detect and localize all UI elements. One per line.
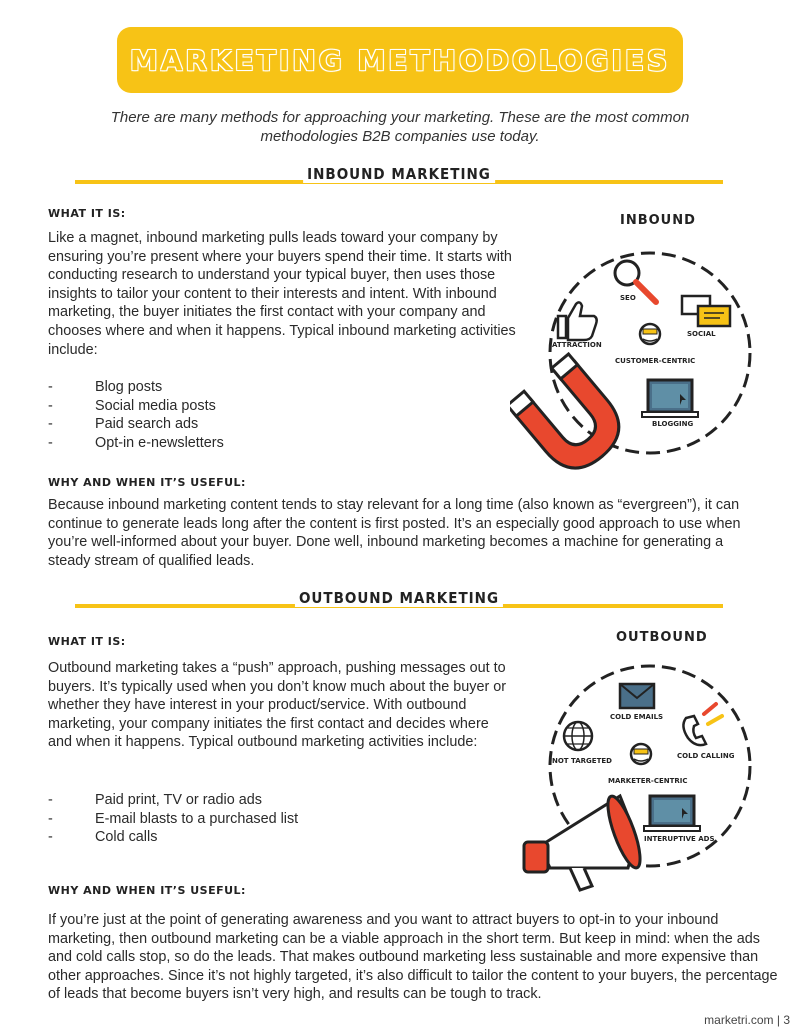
list-item: - Paid print, TV or radio ads <box>48 792 262 808</box>
blogging-label: BLOGGING <box>652 420 694 428</box>
interruptive-ads-label: INTERUPTIVE ADS <box>644 835 715 843</box>
list-item: - Opt-in e-newsletters <box>48 434 224 451</box>
social-label: SOCIAL <box>687 330 716 338</box>
attraction-label: ATTRACTION <box>552 341 602 349</box>
thumbs-up-icon <box>558 302 597 340</box>
list-item: - Cold calls <box>48 829 158 846</box>
list-item: - Social media posts <box>48 397 216 414</box>
outbound-why-text: If you’re just at the point of generating awareness and you want to attract buyers to opt-in to your inbound marketing, then outbound marketing can be a viable approach in the short term. But keep in mind: when the ads and cold calls stop, so do the leads. That makes outbound marketing less sustainable and more expensive than other approaches. Since it’s not highly targeted, it’s also difficult to tailor the content to your buyers, the percentage of leads that become buyers isn’t very high, and results can be tough to track. <box>48 912 778 1003</box>
customer-avatar-icon <box>640 324 660 344</box>
outbound-activities-list <box>48 791 298 847</box>
page-title: MARKETING METHODOLOGIES <box>129 43 671 77</box>
outbound-what-text: Outbound marketing takes a “push” approach, pushing messages out to buyers. It’s typically used when you don’t know much about the buyer or whether they have interest in your product/service. With outbound marketing, your company initiates the first contact and decides where and when it happens. Typical outbound marketing activities include: <box>48 660 507 751</box>
footer-site: marketri.com <box>704 1013 774 1027</box>
marketer-centric-label: MARKETER-CENTRIC <box>608 777 688 785</box>
magnet-icon <box>510 354 633 478</box>
inbound-section-title: INBOUND MARKETING <box>303 165 495 183</box>
list-item: - Blog posts <box>48 379 163 395</box>
not-targeted-label: NOT TARGETED <box>552 757 612 765</box>
inbound-why-text: Because inbound marketing content tends to stay relevant for a long time (also known as “evergreen”), it can continue to generate leads long after the content is first posted. It’s an especially good approach to use when you’re well-informed about your buyer. Done well, inbound marketing becomes a machine for generating a steady stream of qualified leads. <box>48 497 741 569</box>
page-footer: marketri.com | 3 <box>704 1013 790 1027</box>
megaphone-icon <box>524 793 646 890</box>
intro-text: There are many methods for approaching your marketing. These are the most common methodologies B2B companies use today. <box>110 109 690 145</box>
cold-calling-label: COLD CALLING <box>677 752 735 760</box>
laptop-icon <box>642 380 698 417</box>
outbound-section-title: OUTBOUND MARKETING <box>295 589 503 607</box>
outbound-diagram-title: OUTBOUND <box>616 630 708 645</box>
envelope-icon <box>620 684 654 708</box>
phone-icon <box>683 704 722 745</box>
inbound-what-label: WHAT IT IS: <box>48 207 126 220</box>
list-item: - Paid search ads <box>48 416 199 433</box>
marketer-avatar-icon <box>631 744 651 764</box>
list-item: - E-mail blasts to a purchased list <box>48 810 299 827</box>
laptop-icon <box>644 796 700 831</box>
inbound-why-label: WHY AND WHEN IT’S USEFUL: <box>48 476 246 489</box>
outbound-section-header <box>75 589 723 616</box>
outbound-diagram <box>510 646 770 896</box>
seo-label: SEO <box>620 294 636 302</box>
inbound-section-header <box>75 165 723 192</box>
title-banner <box>117 27 683 93</box>
inbound-diagram-title: INBOUND <box>620 213 696 228</box>
customer-centric-label: CUSTOMER-CENTRIC <box>615 357 696 365</box>
cold-emails-label: COLD EMAILS <box>610 713 664 721</box>
outbound-why-label: WHY AND WHEN IT’S USEFUL: <box>48 884 246 897</box>
inbound-diagram <box>510 228 770 478</box>
inbound-what-text: Like a magnet, inbound marketing pulls leads toward your company by ensuring you’re present where your buyers spend their time. It starts with conducting research to understand your typical buyer, then uses those insights to tailor your content to their interests and intent. With inbound marketing, the buyer initiates the first contact with your company and chooses where and when it happens. Typical inbound marketing activities include: <box>48 230 516 358</box>
page-number: 3 <box>783 1013 790 1027</box>
globe-icon <box>564 722 592 750</box>
outbound-what-label: WHAT IT IS: <box>48 635 126 648</box>
inbound-activities-list <box>48 378 224 452</box>
chat-bubbles-icon <box>682 296 730 326</box>
